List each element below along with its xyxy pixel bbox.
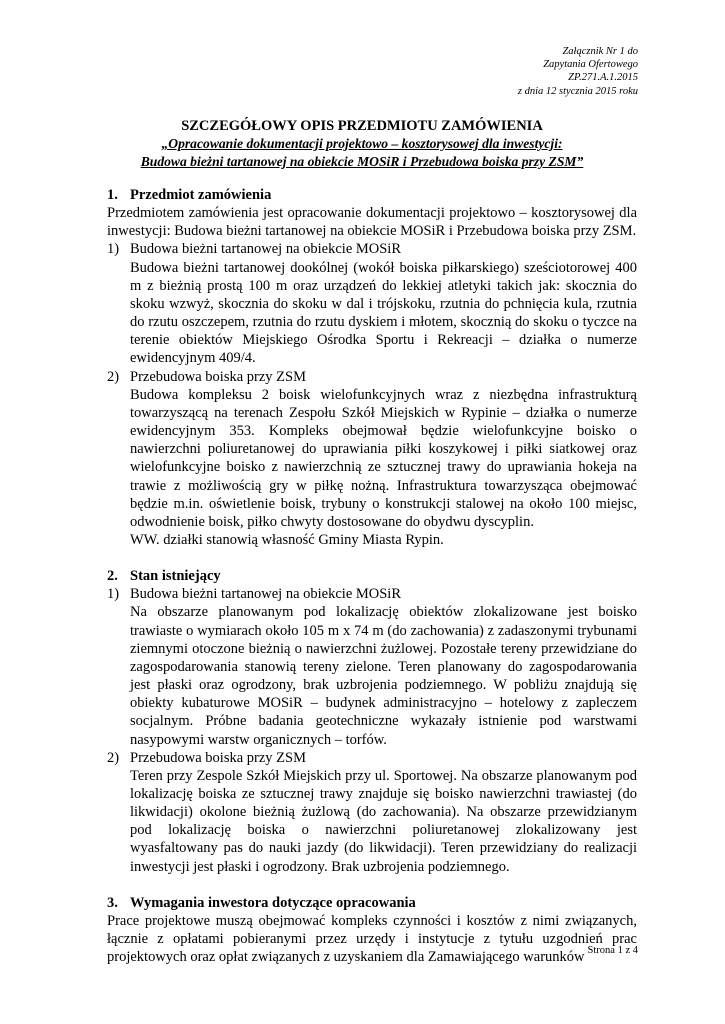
annex-reference	[518, 45, 638, 98]
list-item-body: Budowa kompleksu 2 boisk wielofunkcyjnych wraz z niezbędna infrastrukturą towarzyszącą na terenach Zespołu Szkół Miejskich w Rypinie – działka o numerze ewidencyjnym 353. Kompleks obejmował będzie wielofunkcyjne boisko o nawierzchni poliuretanowej do uprawiania piłki koszykowej i piłki siatkowej oraz wielofunkcyjne boisko z nawierzchnią ze sztucznej trawy do uprawiania hokeja na trawie z możliwością gry w piłkę nożną. Infrastruktura towarzysząca obejmować będzie m.in. oświetlenie boisk, trybuny o konstrukcji stalowej na około 100 miejsc, odwodnienie boisk, piłko chwyty dostosowane do obydwu dyscyplin.	[130, 386, 637, 530]
section-heading	[107, 894, 637, 912]
list-item-body: Budowa bieżni tartanowej dookólnej (wokół boiska piłkarskiego) sześciotorowej 400 m z bieżnią prostą 100 m oraz urządzeń do lekkiej atletyki takich jak: skocznia do skoku wzwyż, skocznia do skoku w dal i trójskoku, rzutnia do pchnięcia kula, rzutnia do rzutu oszczepem, rzutnia do rzutu dyskiem i młotem, skocznią do skoku o tyczce na terenie obiektów Miejskiego Ośrodka Sportu i Rekreacji – działka o numerze ewidencyjnym 409/4.	[130, 259, 637, 367]
list-item-body: Na obszarze planowanym pod lokalizację obiektów zlokalizowane jest boisko trawiaste o wymiarach około 105 m x 74 m (do zachowania) z zadaszonymi trybunami ziemnymi otoczone bieżnią o nawierzchni żużlowej. Pozostałe tereny przewidziane do zagospodarowania stanowią tereny zielone. Teren planowany do zagospodarowania jest płaski oraz ogrodzony, brak uzbrojenia podziemnego. W pobliżu znajdują się obiekty kubaturowe MOSiR – budynek administracyjno – hotelowy z zapleczem socjalnym. Próbne badania geotechniczne wykazały istnienie pod warstwami nasypowymi warstw organicznych – torfów.	[130, 604, 637, 748]
section-title: Wymagania inwestora dotyczące opracowania	[130, 894, 416, 911]
annex-line: z dnia 12 stycznia 2015 roku	[517, 85, 638, 97]
annex-line: Zapytania Ofertowego	[543, 59, 638, 71]
list-item-number: 2)	[107, 368, 120, 385]
document-subtitle-line: Budowa bieżni tartanowej na obiekcie MOSiR i Przebudowa boiska przy ZSM”	[140, 154, 584, 169]
list-item-number: 1)	[107, 241, 120, 258]
page-number: Strona 1 z 4	[587, 945, 638, 956]
document-body	[107, 186, 637, 966]
annex-line: Załącznik Nr 1 do	[562, 46, 638, 57]
section-number: 3.	[107, 894, 118, 911]
list-item-title: Budowa bieżni tartanowej na obiekcie MOSiR	[130, 241, 402, 258]
section-number: 1.	[107, 187, 118, 203]
section-number: 2.	[107, 568, 118, 585]
section-body: Prace projektowe muszą obejmować kompleks czynności i kosztów z nimi związanych, łącznie z opłatami pobieranymi przez urzędy i instytucje z tytułu uzgodnień prac projektowych oraz opłat związanych z uzyskaniem dla Zamawiającego warunków	[107, 912, 637, 966]
list-item	[107, 749, 637, 876]
document-subtitle-line: „Opracowanie dokumentacji projektowo – kosztorysowej dla inwestycji:	[161, 136, 563, 151]
list-item-note: WW. działki stanowią własność Gminy Miasta Rypin.	[130, 531, 444, 548]
annex-line: ZP.271.A.1.2015	[568, 72, 638, 84]
list-item-title: Przebudowa boiska przy ZSM	[130, 749, 306, 766]
list-item	[107, 368, 637, 550]
list-item-title: Przebudowa boiska przy ZSM	[130, 368, 306, 385]
list-item	[107, 240, 637, 367]
document-title: SZCZEGÓŁOWY OPIS PRZEDMIOTU ZAMÓWIENIA	[181, 118, 543, 134]
section-heading	[107, 567, 637, 585]
list-item-number: 1)	[107, 586, 120, 603]
list-item-number: 2)	[107, 749, 120, 766]
section-intro: Przedmiotem zamówienia jest opracowanie dokumentacji projektowo – kosztorysowej dla inwestycji: Budowa bieżni tartanowej na obiekcie MOSiR i Przebudowa boiska przy ZSM.	[107, 205, 637, 240]
list-item-body: Teren przy Zespole Szkół Miejskich przy ul. Sportowej. Na obszarze planowanym pod lokalizację boiska ze sztucznej trawy znajduje się boisko nawierzchni trawiastej (do likwidacji) okolone bieżnią żużlową (do zachowania). Na obszarze przewidzianym pod lokalizację boiska o nawierzchni poliuretanowej zlokalizowany jest wyasfaltowany pas do nauki jazdy (do likwidacji). Teren przewidziany do realizacji inwestycji jest płaski i ogrodzony. Brak uzbrojenia podziemnego.	[130, 767, 637, 875]
list-item-title: Budowa bieżni tartanowej na obiekcie MOSiR	[130, 586, 402, 603]
document-title-block	[87, 117, 637, 171]
section-title: Stan istniejący	[130, 568, 221, 585]
section-title: Przedmiot zamówienia	[130, 187, 272, 203]
list-item	[107, 585, 637, 748]
section-heading	[107, 186, 637, 204]
